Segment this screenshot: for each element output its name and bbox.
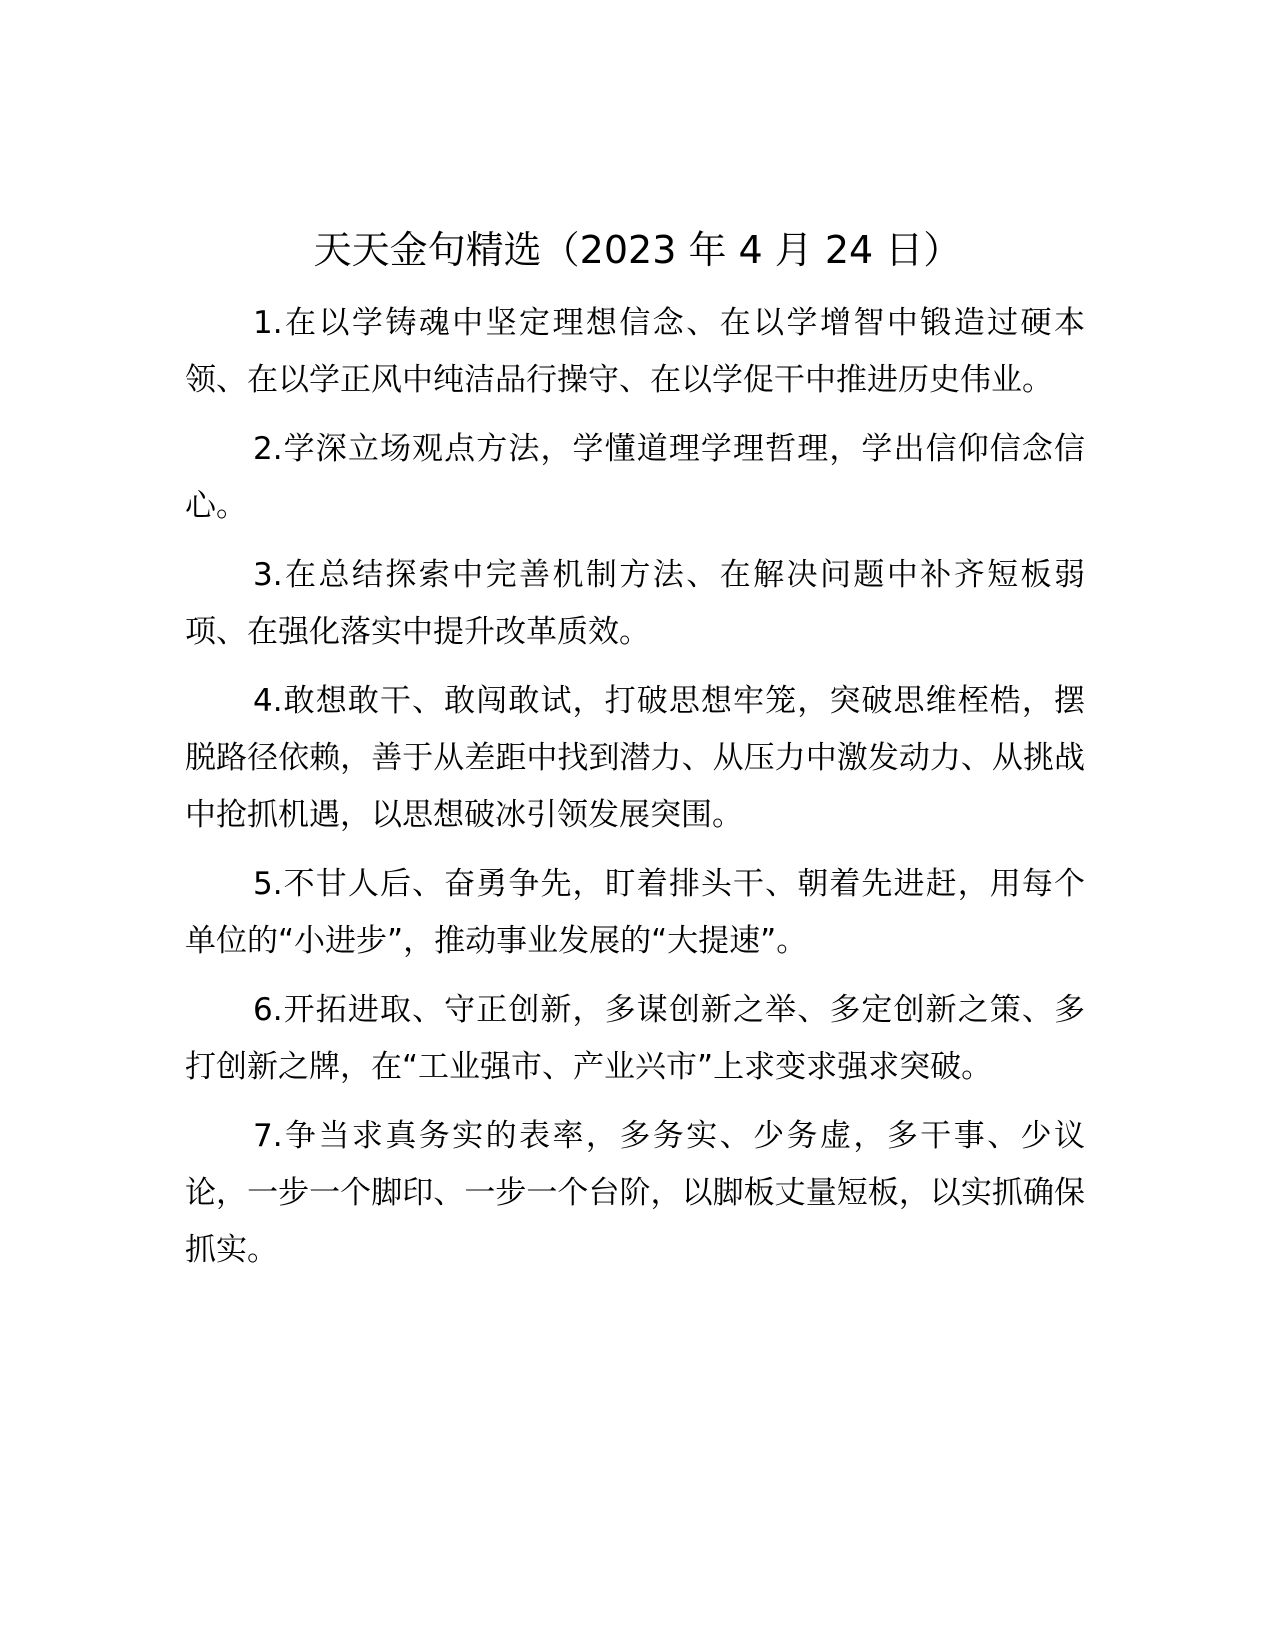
quote-paragraph-7: 7.争当求真务实的表率，多务实、少务虚，多干事、少议论，一步一个脚印、一步一个台阶，以脚板丈量短板，以实抓确保抓实。: [185, 1118, 1085, 1268]
quote-paragraph-4: 4.敢想敢干、敢闯敢试，打破思想牢笼，突破思维桎梏，摆脱路径依赖，善于从差距中找到潜力、从压力中激发动力、从挑战中抢抓机遇，以思想破冰引领发展突围。: [185, 683, 1085, 833]
document-title: 天天金句精选（2023 年 4 月 24 日）: [313, 228, 962, 272]
quote-paragraph-5: 5.不甘人后、奋勇争先，盯着排头干、朝着先进赶，用每个单位的“小进步”，推动事业发展的“大提速”。: [185, 866, 1085, 959]
quote-paragraph-1: 1.在以学铸魂中坚定理想信念、在以学增智中锻造过硬本领、在以学正风中纯洁品行操守、在以学促干中推进历史伟业。: [185, 305, 1085, 398]
document-body: [185, 295, 1085, 1291]
quote-paragraph-6: 6.开拓进取、守正创新，多谋创新之举、多定创新之策、多打创新之牌，在“工业强市、产业兴市”上求变求强求突破。: [185, 992, 1085, 1085]
quote-paragraph-2: 2.学深立场观点方法，学懂道理学理哲理，学出信仰信念信心。: [185, 431, 1085, 524]
quote-paragraph-3: 3.在总结探索中完善机制方法、在解决问题中补齐短板弱项、在强化落实中提升改革质效。: [185, 557, 1085, 650]
